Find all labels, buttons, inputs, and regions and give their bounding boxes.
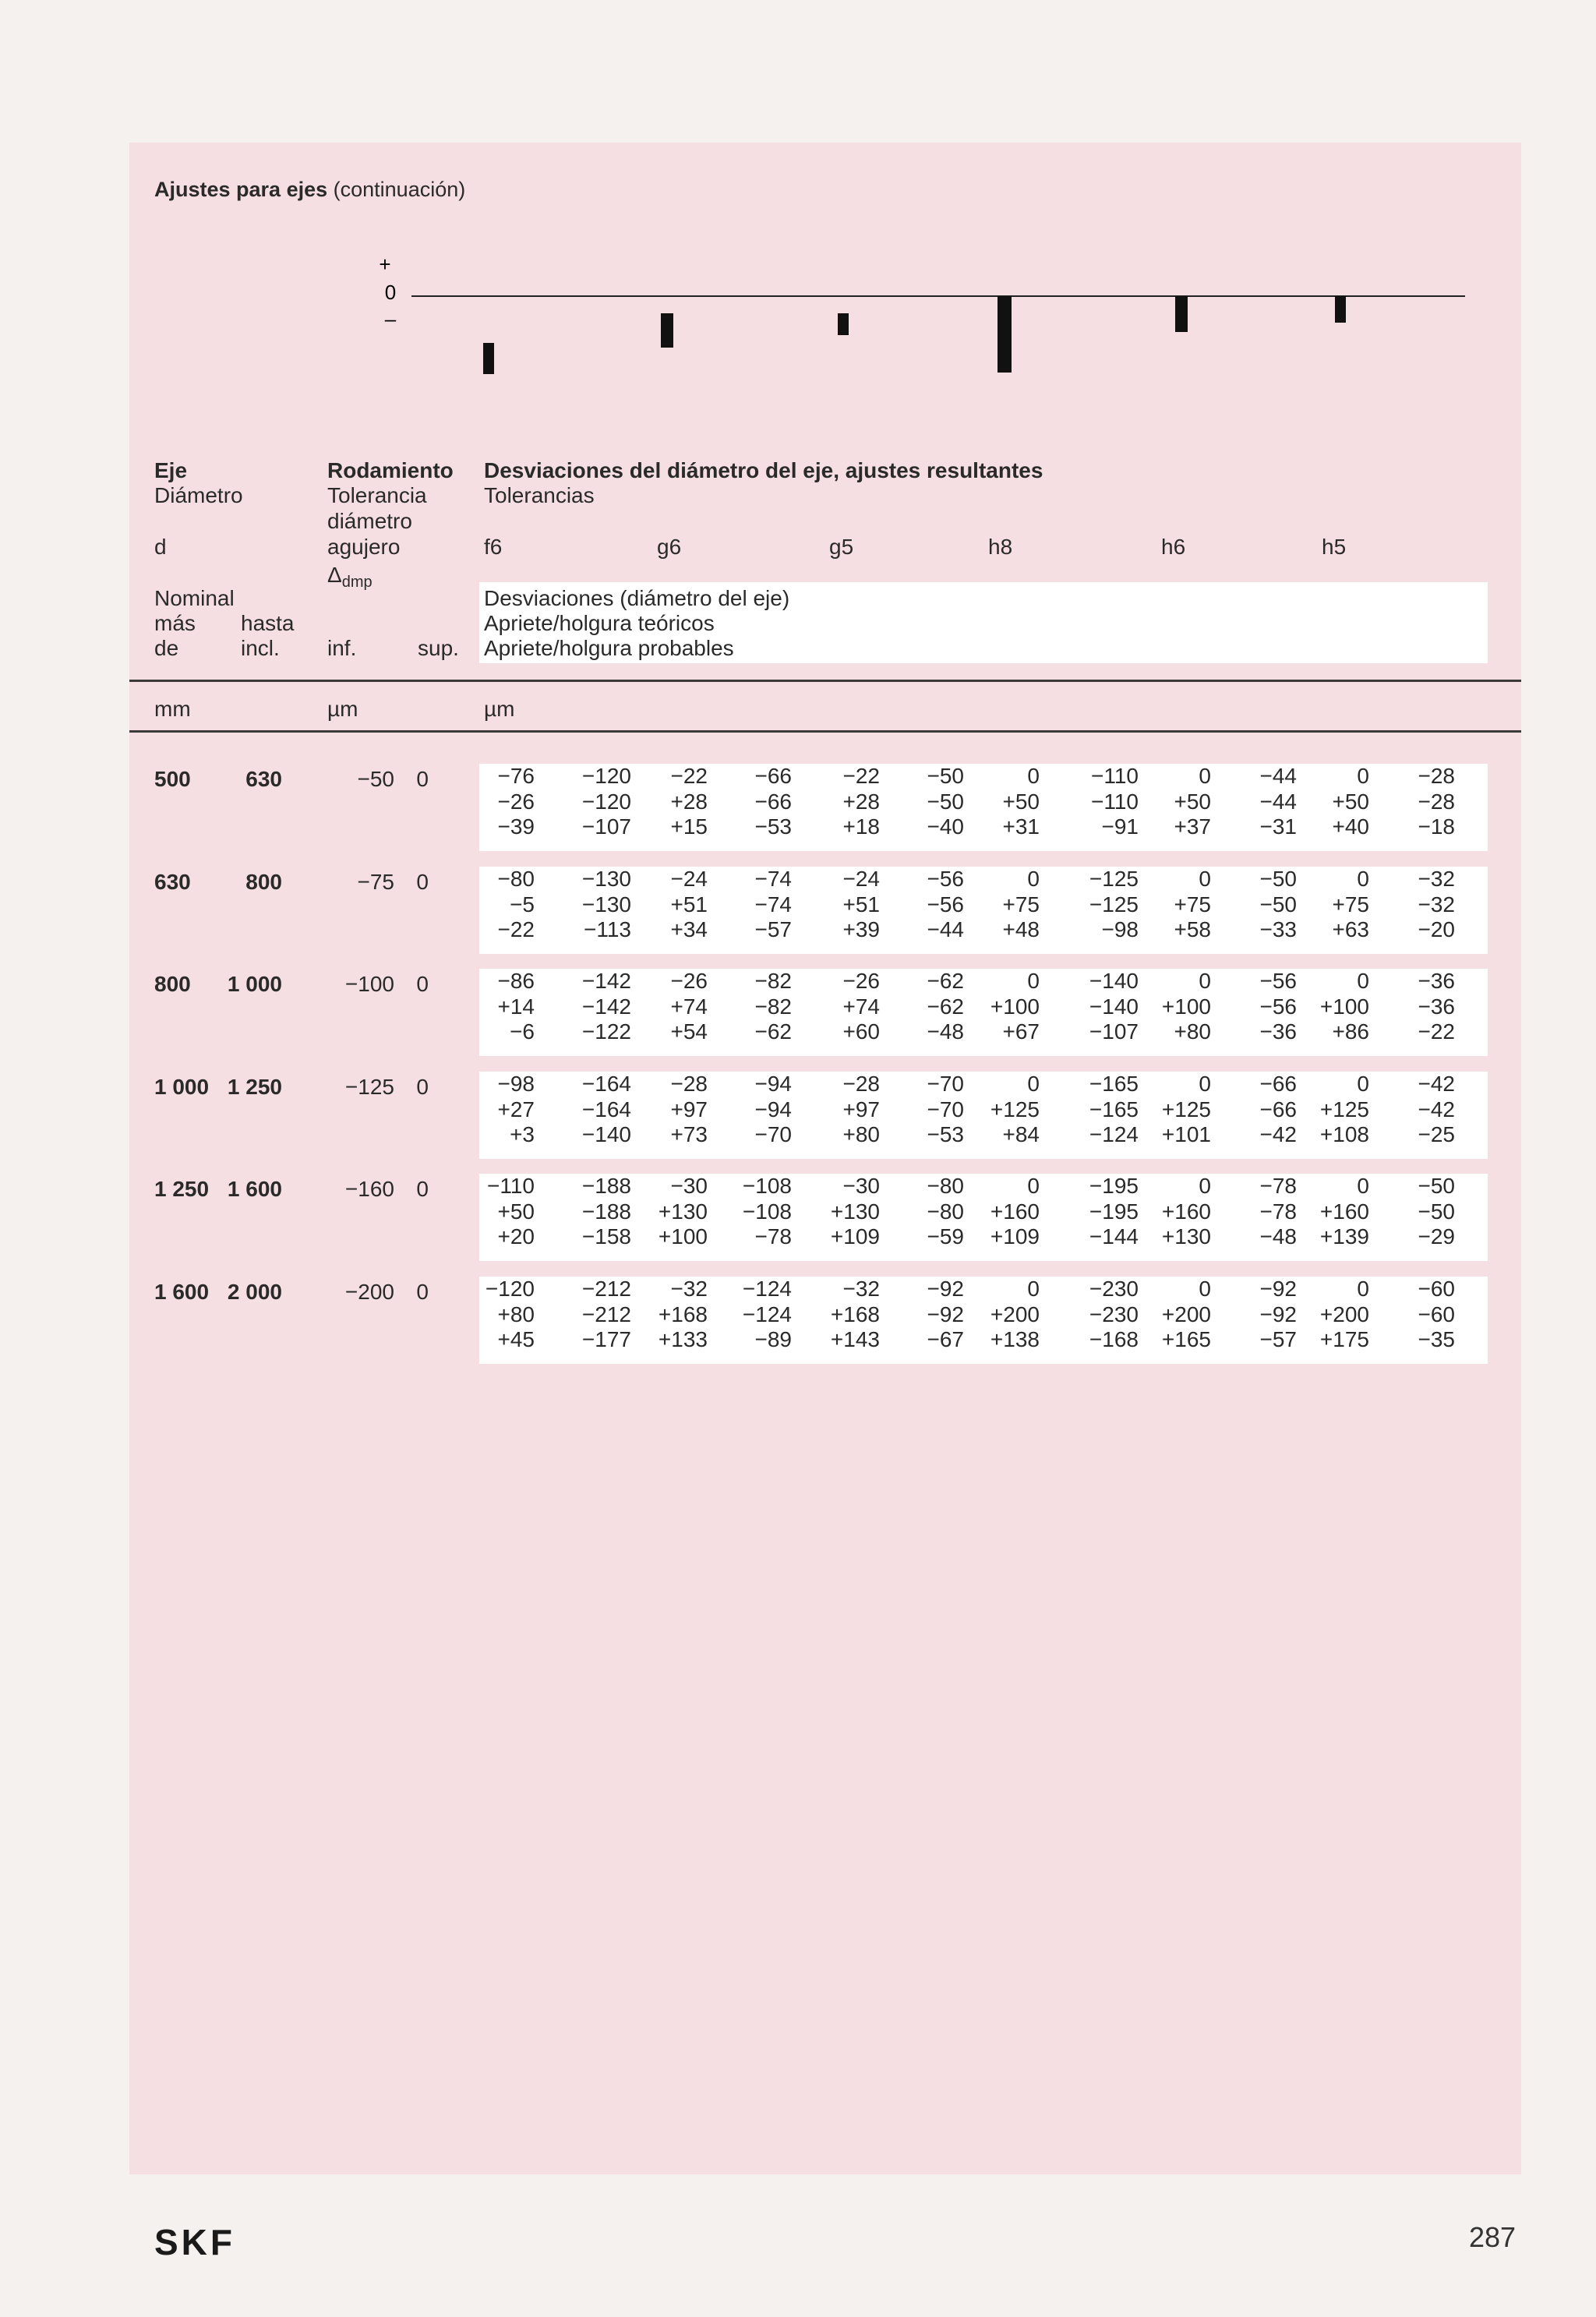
table-cell: −30 [670, 1174, 708, 1198]
page-title: Ajustes para ejes (continuación) [154, 178, 466, 201]
table-cell: −76 [497, 764, 535, 788]
table-cell: −107 [1089, 1019, 1139, 1044]
table-cell: −113 [584, 917, 631, 941]
table-cell: −56 [927, 867, 964, 891]
table-cell: −39 [497, 814, 535, 839]
table-cell: −92 [1259, 1302, 1297, 1326]
table-cell: −40 [927, 814, 964, 839]
table-cell: +75 [1002, 892, 1040, 917]
table-cell: −188 [581, 1199, 631, 1224]
row-diameter-from: 1 000 [154, 1075, 210, 1099]
table-cell: −165 [1089, 1097, 1139, 1121]
table-cell: +39 [842, 917, 880, 941]
table-cell: −6 [510, 1019, 535, 1044]
table-cell: −26 [842, 969, 880, 993]
header-sup: sup. [418, 636, 459, 660]
table-cell: 0 [1027, 969, 1040, 993]
table-cell: +108 [1319, 1122, 1369, 1146]
row-bearing-sup: 0 [416, 767, 429, 791]
page-number: 287 [1469, 2221, 1517, 2253]
table-cell: 0 [1027, 1072, 1040, 1096]
table-cell: −177 [581, 1327, 631, 1351]
table-cell: −110 [1091, 764, 1139, 788]
table-cell: 0 [1199, 1277, 1211, 1301]
table-cell: +67 [1002, 1019, 1040, 1044]
table-cell: −56 [1259, 969, 1297, 993]
table-cell: +14 [497, 994, 535, 1019]
table-cell: +100 [658, 1224, 708, 1249]
table-cell: +125 [990, 1097, 1040, 1121]
table-cell: −28 [842, 1072, 880, 1096]
table-cell: −57 [1259, 1327, 1297, 1351]
table-cell: +60 [842, 1019, 880, 1044]
table-cell: −130 [581, 867, 631, 891]
table-cell: −140 [581, 1122, 631, 1146]
table-cell: −142 [581, 969, 631, 993]
row-diameter-to: 2 000 [227, 1280, 282, 1304]
header-diametro: Diámetro [154, 483, 243, 507]
table-cell: −42 [1418, 1097, 1455, 1121]
table-cell: −56 [927, 892, 964, 917]
table-cell: −144 [1089, 1224, 1139, 1249]
table-cell: −22 [842, 764, 880, 788]
row-diameter-to: 1 000 [227, 972, 282, 996]
table-cell: −50 [1418, 1199, 1455, 1224]
table-cell: +200 [990, 1302, 1040, 1326]
table-cell: +18 [842, 814, 880, 839]
header-rule-top [129, 680, 1521, 682]
tol-g6: g6 [657, 535, 682, 559]
table-cell: −230 [1089, 1302, 1139, 1326]
header-incl: incl. [241, 636, 280, 660]
table-cell: −89 [754, 1327, 792, 1351]
row-diameter-from: 800 [154, 972, 191, 996]
table-cell: −22 [670, 764, 708, 788]
tol-h8: h8 [988, 535, 1013, 559]
table-cell: 0 [1199, 1174, 1211, 1198]
row-bearing-inf: −75 [357, 870, 394, 894]
table-cell: +100 [990, 994, 1040, 1019]
table-cell: 0 [1357, 867, 1369, 891]
table-cell: −110 [1091, 789, 1139, 814]
table-cell: −35 [1418, 1327, 1455, 1351]
header-rodamiento: Rodamiento [327, 458, 454, 482]
table-cell: −212 [581, 1277, 631, 1301]
table-cell: −92 [1259, 1277, 1297, 1301]
row-bearing-inf: −125 [344, 1075, 394, 1099]
table-cell: −44 [1259, 764, 1297, 788]
header-agujero: agujero [327, 535, 401, 559]
table-cell: −50 [927, 789, 964, 814]
table-cell: −62 [927, 969, 964, 993]
header-mas: más [154, 611, 196, 635]
table-cell: +160 [990, 1199, 1040, 1224]
table-cell: −70 [927, 1072, 964, 1096]
table-cell: 0 [1199, 764, 1211, 788]
table-cell: −50 [1259, 867, 1297, 891]
table-cell: +130 [658, 1199, 708, 1224]
table-cell: +74 [670, 994, 708, 1019]
table-cell: 0 [1357, 1174, 1369, 1198]
table-cell: +101 [1161, 1122, 1211, 1146]
table-cell: −62 [754, 1019, 792, 1044]
table-cell: −70 [754, 1122, 792, 1146]
row-diameter-to: 800 [245, 870, 282, 894]
table-cell: −80 [927, 1174, 964, 1198]
row-diameter-from: 1 250 [154, 1177, 210, 1201]
table-cell: +200 [1319, 1302, 1369, 1326]
table-cell: −42 [1418, 1072, 1455, 1096]
table-cell: −120 [485, 1277, 535, 1301]
table-cell: −80 [927, 1199, 964, 1224]
table-cell: +50 [1174, 789, 1211, 814]
table-cell: −124 [742, 1302, 792, 1326]
table-cell: −140 [1089, 969, 1139, 993]
table-cell: −18 [1418, 814, 1455, 839]
table-cell: +74 [842, 994, 880, 1019]
table-cell: +160 [1319, 1199, 1369, 1224]
table-cell: −36 [1418, 994, 1455, 1019]
row-diameter-from: 500 [154, 767, 191, 791]
table-cell: −57 [754, 917, 792, 941]
table-cell: −92 [927, 1302, 964, 1326]
unit-mm: mm [154, 697, 191, 721]
header-diametro2: diámetro [327, 509, 412, 533]
table-cell: +27 [497, 1097, 535, 1121]
table-cell: −29 [1418, 1224, 1455, 1249]
table-cell: +97 [842, 1097, 880, 1121]
table-cell: +125 [1161, 1097, 1211, 1121]
table-cell: −28 [1418, 764, 1455, 788]
table-cell: −91 [1101, 814, 1139, 839]
table-cell: +200 [1161, 1302, 1211, 1326]
table-cell: −107 [581, 814, 631, 839]
table-cell: −140 [1089, 994, 1139, 1019]
table-cell: +109 [830, 1224, 880, 1249]
row-diameter-to: 1 600 [227, 1177, 282, 1201]
table-cell: +51 [670, 892, 708, 917]
table-cell: −195 [1089, 1174, 1139, 1198]
table-cell: −120 [581, 764, 631, 788]
table-cell: −124 [1089, 1122, 1139, 1146]
table-cell: +20 [497, 1224, 535, 1249]
header-tolerancias: Tolerancias [484, 483, 595, 507]
table-cell: −66 [754, 789, 792, 814]
table-cell: +109 [990, 1224, 1040, 1249]
table-cell: −36 [1259, 1019, 1297, 1044]
table-cell: −125 [1089, 867, 1139, 891]
table-cell: −50 [927, 764, 964, 788]
table-cell: −42 [1259, 1122, 1297, 1146]
skf-logo: SKF [154, 2222, 235, 2262]
table-cell: −20 [1418, 917, 1455, 941]
table-cell: −36 [1418, 969, 1455, 993]
table-cell: −44 [927, 917, 964, 941]
table-cell: −158 [581, 1224, 631, 1249]
table-cell: +28 [842, 789, 880, 814]
legend-desviaciones: Desviaciones (diámetro del eje) [484, 586, 790, 610]
zone-h6 [1175, 296, 1188, 332]
row-diameter-to: 1 250 [227, 1075, 282, 1099]
table-cell: +100 [1161, 994, 1211, 1019]
table-cell: −44 [1259, 789, 1297, 814]
table-cell: −142 [581, 994, 631, 1019]
table-cell: −31 [1259, 814, 1297, 839]
table-cell: +139 [1319, 1224, 1369, 1249]
table-cell: −48 [1259, 1224, 1297, 1249]
table-cell: −26 [497, 789, 535, 814]
table-cell: +175 [1319, 1327, 1369, 1351]
table-cell: +51 [842, 892, 880, 917]
table-cell: +84 [1002, 1122, 1040, 1146]
table-cell: −32 [670, 1277, 708, 1301]
table-cell: −66 [1259, 1097, 1297, 1121]
table-cell: +58 [1174, 917, 1211, 941]
zone-g6 [661, 313, 673, 348]
table-cell: −48 [927, 1019, 964, 1044]
table-cell: +80 [1174, 1019, 1211, 1044]
table-cell: +15 [670, 814, 708, 839]
table-cell: −5 [510, 892, 535, 917]
table-cell: −98 [497, 1072, 535, 1096]
header-eje: Eje [154, 458, 188, 482]
table-cell: −212 [581, 1302, 631, 1326]
header-nominal: Nominal [154, 586, 235, 610]
table-cell: −28 [1418, 789, 1455, 814]
row-bearing-inf: −100 [344, 972, 394, 996]
table-cell: +80 [842, 1122, 880, 1146]
table-cell: +31 [1002, 814, 1040, 839]
table-cell: −82 [754, 969, 792, 993]
table-cell: +75 [1174, 892, 1211, 917]
table-cell: 0 [1027, 867, 1040, 891]
header-d: d [154, 535, 167, 559]
tolerance-zone-diagram [0, 0, 1596, 405]
zone-f6 [483, 343, 494, 374]
table-cell: +86 [1332, 1019, 1369, 1044]
table-cell: +50 [1002, 789, 1040, 814]
table-cell: +160 [1161, 1199, 1211, 1224]
table-cell: −50 [1418, 1174, 1455, 1198]
table-cell: −188 [581, 1174, 631, 1198]
table-cell: −24 [842, 867, 880, 891]
table-cell: −24 [670, 867, 708, 891]
table-cell: −230 [1089, 1277, 1139, 1301]
table-cell: −98 [1101, 917, 1139, 941]
tol-g5: g5 [829, 535, 854, 559]
row-bearing-inf: −160 [344, 1177, 394, 1201]
table-cell: +50 [497, 1199, 535, 1224]
header-delta-dmp: $\Delta_{dmp}$ [327, 563, 373, 591]
table-cell: 0 [1199, 969, 1211, 993]
table-cell: −78 [1259, 1174, 1297, 1198]
table-cell: 0 [1357, 764, 1369, 788]
zone-g5 [838, 313, 849, 335]
table-cell: 0 [1199, 867, 1211, 891]
tol-h5: h5 [1322, 535, 1347, 559]
row-bearing-inf: −50 [357, 767, 394, 791]
table-cell: −67 [927, 1327, 964, 1351]
table-cell: +130 [1161, 1224, 1211, 1249]
table-cell: 0 [1357, 1072, 1369, 1096]
table-cell: −120 [581, 789, 631, 814]
table-cell: −80 [497, 867, 535, 891]
table-cell: −168 [1089, 1327, 1139, 1351]
table-cell: +48 [1002, 917, 1040, 941]
table-cell: −130 [581, 892, 631, 917]
table-cell: 0 [1357, 969, 1369, 993]
zone-h8 [998, 296, 1012, 373]
table-cell: −108 [742, 1174, 792, 1198]
table-cell: +63 [1332, 917, 1369, 941]
header-rule-bottom [129, 730, 1521, 733]
table-cell: −165 [1089, 1072, 1139, 1096]
legend-teoricos: Apriete/holgura teóricos [484, 611, 715, 635]
table-cell: +165 [1161, 1327, 1211, 1351]
row-diameter-from: 1 600 [154, 1280, 210, 1304]
table-cell: −25 [1418, 1122, 1455, 1146]
table-cell: +168 [830, 1302, 880, 1326]
table-cell: −92 [927, 1277, 964, 1301]
table-cell: −28 [670, 1072, 708, 1096]
table-cell: −26 [670, 969, 708, 993]
table-cell: −62 [927, 994, 964, 1019]
table-cell: +54 [670, 1019, 708, 1044]
table-cell: −70 [927, 1097, 964, 1121]
row-diameter-from: 630 [154, 870, 191, 894]
table-cell: +80 [497, 1302, 535, 1326]
table-cell: −164 [581, 1097, 631, 1121]
table-cell: −60 [1418, 1302, 1455, 1326]
table-cell: −56 [1259, 994, 1297, 1019]
table-cell: −66 [754, 764, 792, 788]
table-cell: −50 [1259, 892, 1297, 917]
table-cell: −78 [1259, 1199, 1297, 1224]
header-tolerancia: Tolerancia [327, 483, 427, 507]
table-cell: −74 [754, 892, 792, 917]
table-cell: 0 [1199, 1072, 1211, 1096]
header-desviaciones: Desviaciones del diámetro del eje, ajustes resultantes [484, 458, 1043, 482]
table-cell: −32 [842, 1277, 880, 1301]
table-cell: +143 [830, 1327, 880, 1351]
table-cell: +40 [1332, 814, 1369, 839]
diagram-plus: + [379, 253, 391, 276]
table-cell: +75 [1332, 892, 1369, 917]
row-diameter-to: 630 [245, 767, 282, 791]
table-cell: −59 [927, 1224, 964, 1249]
zone-h5 [1335, 296, 1346, 323]
table-cell: −30 [842, 1174, 880, 1198]
table-cell: +37 [1174, 814, 1211, 839]
row-bearing-sup: 0 [416, 1177, 429, 1201]
table-cell: −94 [754, 1097, 792, 1121]
table-cell: +138 [990, 1327, 1040, 1351]
table-cell: −86 [497, 969, 535, 993]
table-cell: 0 [1027, 1174, 1040, 1198]
table-cell: +168 [658, 1302, 708, 1326]
table-cell: +125 [1319, 1097, 1369, 1121]
table-cell: −32 [1418, 892, 1455, 917]
table-cell: −32 [1418, 867, 1455, 891]
legend-probables: Apriete/holgura probables [484, 636, 734, 660]
table-cell: −22 [1418, 1019, 1455, 1044]
row-bearing-sup: 0 [416, 1280, 429, 1304]
tol-f6: f6 [484, 535, 503, 559]
tol-h6: h6 [1161, 535, 1186, 559]
table-cell: +3 [510, 1122, 535, 1146]
table-cell: +97 [670, 1097, 708, 1121]
table-cell: −60 [1418, 1277, 1455, 1301]
unit-um-bearing: µm [327, 697, 358, 721]
table-cell: +34 [670, 917, 708, 941]
table-cell: 0 [1027, 1277, 1040, 1301]
table-cell: −110 [487, 1174, 535, 1198]
header-inf: inf. [327, 636, 357, 660]
table-cell: +133 [658, 1327, 708, 1351]
table-cell: +50 [1332, 789, 1369, 814]
diagram-minus: – [384, 307, 397, 330]
table-cell: −22 [497, 917, 535, 941]
table-cell: 0 [1357, 1277, 1369, 1301]
header-hasta: hasta [241, 611, 295, 635]
table-cell: −53 [754, 814, 792, 839]
table-cell: +45 [497, 1327, 535, 1351]
diagram-zero: 0 [384, 281, 397, 304]
table-cell: −108 [742, 1199, 792, 1224]
table-cell: −78 [754, 1224, 792, 1249]
table-cell: −122 [581, 1019, 631, 1044]
table-cell: +130 [830, 1199, 880, 1224]
table-cell: −33 [1259, 917, 1297, 941]
table-cell: −82 [754, 994, 792, 1019]
row-bearing-sup: 0 [416, 972, 429, 996]
table-cell: +73 [670, 1122, 708, 1146]
header-de: de [154, 636, 179, 660]
table-cell: +28 [670, 789, 708, 814]
table-cell: 0 [1027, 764, 1040, 788]
table-cell: −66 [1259, 1072, 1297, 1096]
table-cell: −195 [1089, 1199, 1139, 1224]
row-bearing-inf: −200 [344, 1280, 394, 1304]
row-bearing-sup: 0 [416, 1075, 429, 1099]
table-cell: +100 [1319, 994, 1369, 1019]
table-cell: −74 [754, 867, 792, 891]
table-cell: −164 [581, 1072, 631, 1096]
table-cell: −94 [754, 1072, 792, 1096]
row-bearing-sup: 0 [416, 870, 429, 894]
unit-um-shaft: µm [484, 697, 515, 721]
table-cell: −53 [927, 1122, 964, 1146]
table-cell: −124 [742, 1277, 792, 1301]
table-cell: −125 [1089, 892, 1139, 917]
